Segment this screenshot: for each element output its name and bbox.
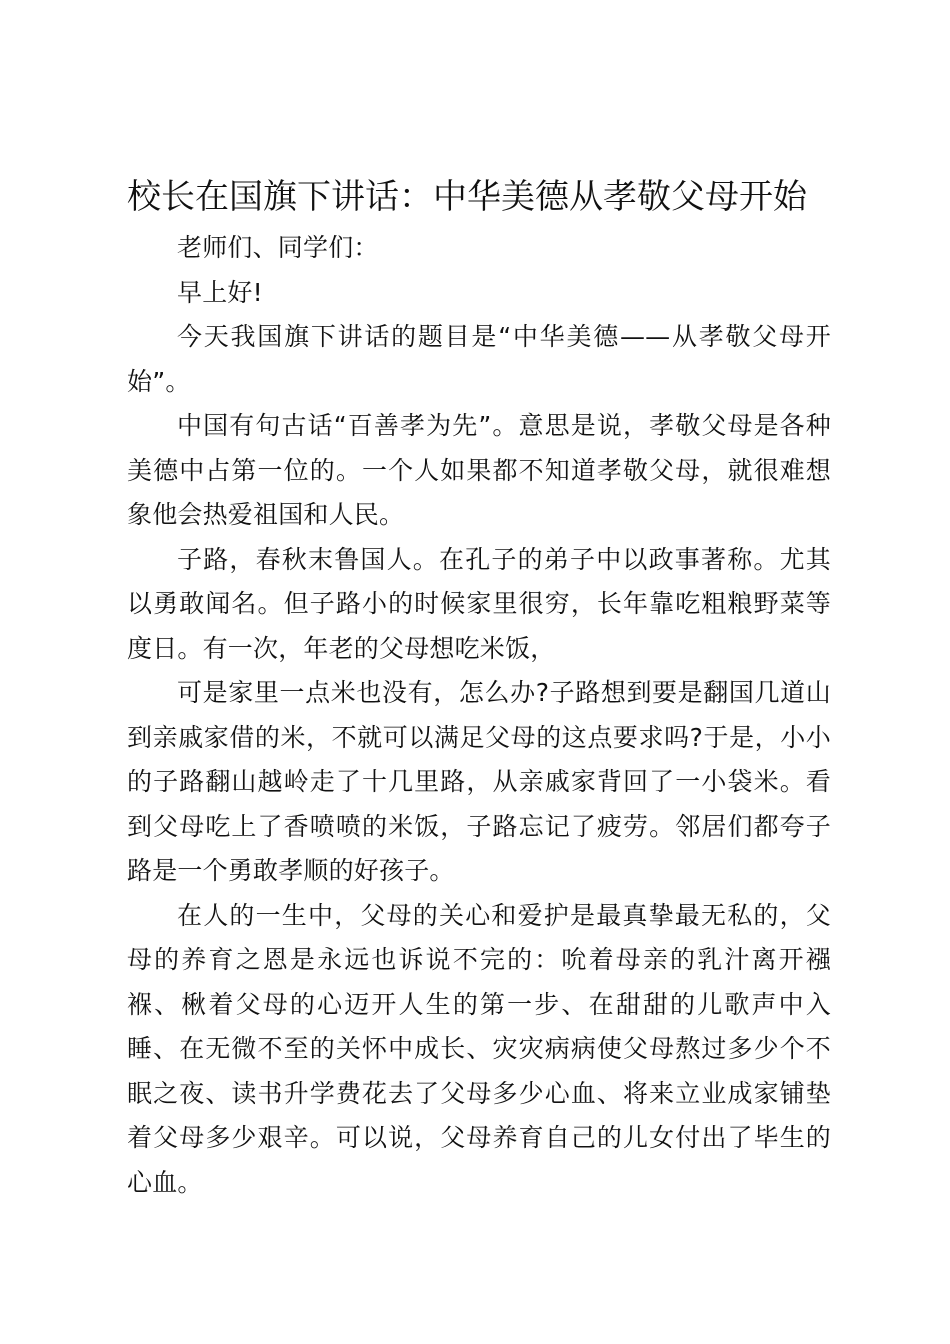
paragraph-greeting: 老师们、同学们： <box>177 233 379 262</box>
paragraph-topic: 今天我国旗下讲话的题目是“中华美德——从孝敬父母开始”。 <box>127 322 831 396</box>
document-page <box>127 172 831 1205</box>
paragraph-good-morning: 早上好! <box>177 277 263 307</box>
paragraph-zilu-story: 可是家里一点米也没有，怎么办?子路想到要是翻国几道山到亲戚家借的米，不就可以满足父母的这点要求吗?于是，小小的子路翻山越岭走了十几里路，从亲戚家背回了一小袋米。看到父母吃上了香喷喷的米饭，子路忘记了疲劳。邻居们都夸子路是一个勇敢孝顺的好孩子。 <box>127 678 831 885</box>
paragraph-zilu-intro: 子路，春秋末鲁国人。在孔子的弟子中以政事著称。尤其以勇敢闻名。但子路小的时候家里很穷，长年靠吃粗粮野菜等度日。有一次，年老的父母想吃米饭， <box>127 544 831 663</box>
paragraph-proverb: 中国有句古话“百善孝为先”。意思是说，孝敬父母是各种美德中占第一位的。一个人如果都不知道孝敬父母，就很难想象他会热爱祖国和人民。 <box>127 411 831 529</box>
paragraph-parents-love: 在人的一生中，父母的关心和爱护是最真挚最无私的，父母的养育之恩是永远也诉说不完的：吮着母亲的乳汁离开襁褓、楸着父母的心迈开人生的第一步、在甜甜的儿歌声中入睡、在无微不至的关怀中成长、灾灾病病使父母熬过多少个不眠之夜、读书升学费花去了父母多少心血、将来立业成家铺垫着父母多少艰辛。可以说，父母养育自己的儿女付出了毕生的心血。 <box>127 900 831 1197</box>
document-title: 校长在国旗下讲话：中华美德从孝敬父母开始 <box>127 177 807 217</box>
